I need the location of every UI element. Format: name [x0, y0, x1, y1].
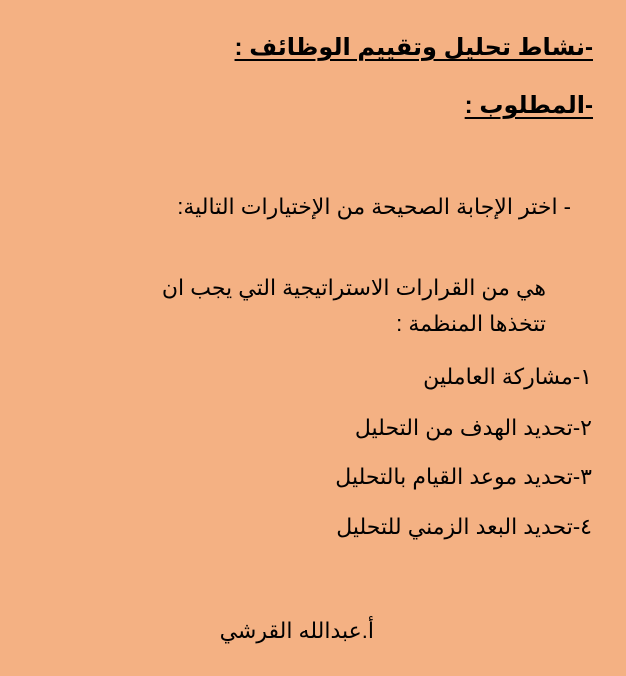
question-line-2: تتخذها المنظمة :	[396, 311, 546, 336]
instruction-text: - اختر الإجابة الصحيحة من الإختيارات التالية:	[177, 194, 571, 219]
option-4: ٤-تحديد البعد الزمني للتحليل	[336, 514, 592, 539]
option-3: ٣-تحديد موعد القيام بالتحليل	[335, 464, 592, 489]
required-heading: -المطلوب :	[464, 92, 593, 119]
option-2: ٢-تحديد الهدف من التحليل	[354, 415, 592, 440]
author-name: أ.عبدالله القرشي	[219, 618, 374, 643]
option-1: ١-مشاركة العاملين	[423, 364, 592, 389]
activity-title: -نشاط تحليل وتقييم الوظائف :	[234, 34, 593, 61]
question-line-1: هي من القرارات الاستراتيجية التي يجب ان	[161, 275, 546, 300]
